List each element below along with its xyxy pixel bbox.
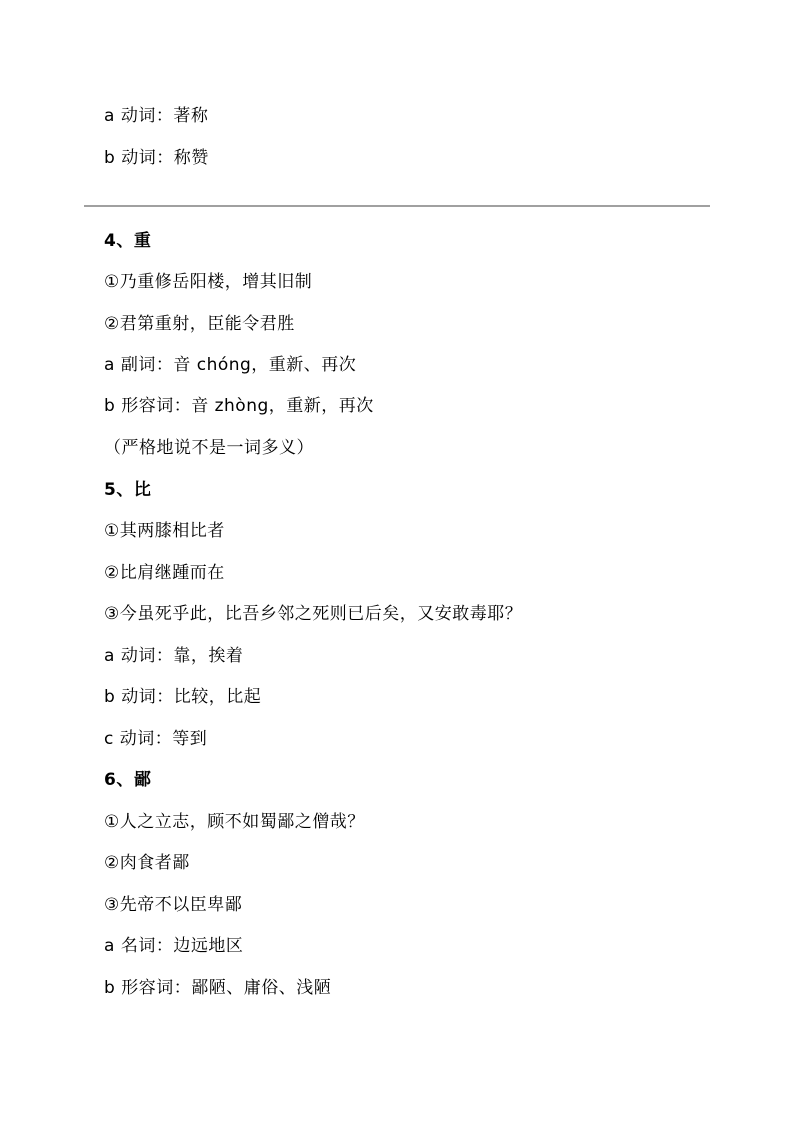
section-5-line-5: b 动词：比较，比起	[104, 687, 262, 707]
section-heading-5: 5、比	[104, 480, 152, 500]
section-divider	[84, 205, 710, 207]
section-5-line-3: ③今虽死乎此，比吾乡邻之死则已后矣，又安敢毒耶？	[104, 604, 523, 624]
section-5-line-4: a 动词：靠，挨着	[104, 646, 244, 666]
section-6-line-4: a 名词：边远地区	[104, 936, 244, 956]
section-heading-6: 6、鄙	[104, 770, 152, 790]
section-5-line-2: ②比肩继踵而在	[104, 563, 225, 583]
section-5-line-6: c 动词：等到	[104, 729, 208, 749]
intro-line-b: b 动词：称赞	[104, 148, 209, 168]
section-4-line-5: （严格地说不是一词多义）	[104, 438, 314, 458]
section-4-line-3: a 副词：音 chóng，重新、再次	[104, 355, 357, 375]
section-4-line-1: ①乃重修岳阳楼，增其旧制	[104, 272, 313, 292]
section-4-line-4: b 形容词：音 zhòng，重新，再次	[104, 396, 374, 416]
intro-line-a: a 动词：著称	[104, 106, 209, 126]
section-heading-4: 4、重	[104, 231, 152, 251]
section-6-line-5: b 形容词：鄙陋、庸俗、浅陋	[104, 978, 332, 998]
section-4-line-2: ②君第重射，臣能令君胜	[104, 314, 295, 334]
section-6-line-3: ③先帝不以臣卑鄙	[104, 895, 243, 915]
section-6-line-2: ②肉食者鄙	[104, 853, 190, 873]
section-5-line-1: ①其两膝相比者	[104, 521, 225, 541]
section-6-line-1: ①人之立志，顾不如蜀鄙之僧哉？	[104, 812, 365, 832]
